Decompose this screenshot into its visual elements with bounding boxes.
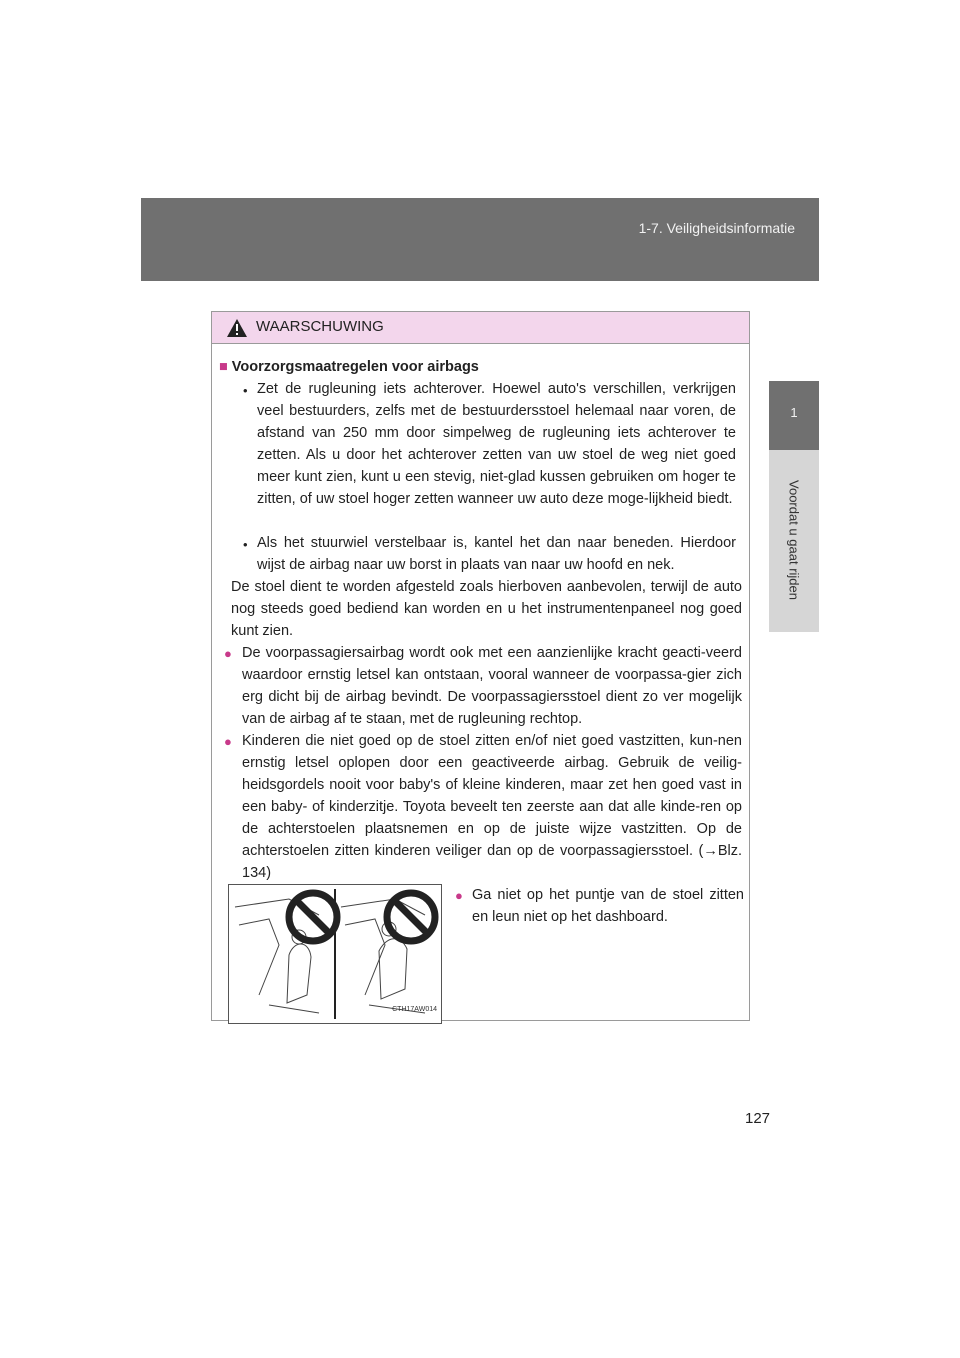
bullet-paragraph: Ga niet op het puntje van de stoel zitten en leun niet op het dashboard. <box>472 887 744 925</box>
square-bullet-icon: ■ <box>219 359 228 375</box>
chapter-tab-label <box>769 450 819 632</box>
warning-triangle-icon <box>226 318 248 338</box>
summary-paragraph: De stoel dient te worden afgesteld zoals hierboven aanbevolen, terwijl de auto nog steeds goed bediend kan worden en u het instrumentenpaneel nog goed kunt zien. <box>231 579 742 639</box>
circle-bullet-icon: ● <box>224 734 232 749</box>
chapter-label: Voordat u gaat rijden <box>786 480 802 600</box>
warning-title: WAARSCHUWING <box>256 318 384 335</box>
warning-header <box>212 312 749 344</box>
prohibition-icon <box>289 893 337 941</box>
section-heading-text: Voorzorgsmaatregelen voor airbags <box>231 359 479 375</box>
warning-box <box>211 311 750 1021</box>
header-bar <box>141 198 819 281</box>
bullet-paragraph: De voorpassagiersairbag wordt ook met een aanzienlijke kracht geacti-veerd waardoor ernstig letsel kan ontstaan, vooral wanneer de voorpassa-gier zich erg dicht bij de airbag bevindt. De voorpassagiersstoel dient zo ver mogelijk van de airbag af te staan, met de rugleuning rechtop. <box>242 645 742 727</box>
circle-bullet-icon: ● <box>224 646 232 661</box>
dot-bullet-icon: • <box>243 383 248 398</box>
figure-code: CTH17AW014 <box>392 1006 437 1013</box>
circle-bullet-icon: ● <box>455 888 463 903</box>
page-number: 127 <box>745 1110 771 1127</box>
dot-bullet-icon: • <box>243 537 248 552</box>
prohibition-icon <box>387 893 435 941</box>
seating-illustration <box>228 884 442 1024</box>
section-title-header: 1-7. Veiligheidsinformatie <box>638 220 795 236</box>
sub-bullet: Als het stuurwiel verstelbaar is, kantel het dan naar beneden. Hierdoor wijst de airbag naar uw borst in plaats van naar uw hoofd en nek. <box>257 535 736 573</box>
section-heading <box>219 356 479 378</box>
chapter-number: 1 <box>790 405 798 420</box>
sub-bullet: Zet de rugleuning iets achterover. Hoewel auto's verschillen, verkrijgen veel bestuurders, zelfs met de bestuurdersstoel helemaal naar voren, de afstand van 250 mm door simpelweg de rugleuning iets achterover te zetten. Als u door het achterover zetten van uw stoel de weg niet goed meer kunt zien, kunt u een stevig, niet-glad kussen gebruiken om hoger te zitten, of uw stoel hoger zetten wanneer uw auto deze moge-lijkheid biedt. <box>257 381 736 507</box>
bullet-paragraph: Kinderen die niet goed op de stoel zitten en/of niet goed vastzitten, kun-nen ernstig letsel oplopen door een geactiveerde airbag. Gebruik de veilig-heidsgordels nooit voor baby's of kleine kinderen, maar zet hen goed vast in een baby- of kinderzitje. Toyota beveelt ten zeerste aan dat alle kinde-ren op de achterstoelen plaatsnemen en op de juiste wijze vastzitten. Op de achterstoelen zitten kinderen veiliger dan op de voorpassagiersstoel. (→Blz. 134) <box>242 733 742 881</box>
chapter-tab-number <box>769 381 819 450</box>
